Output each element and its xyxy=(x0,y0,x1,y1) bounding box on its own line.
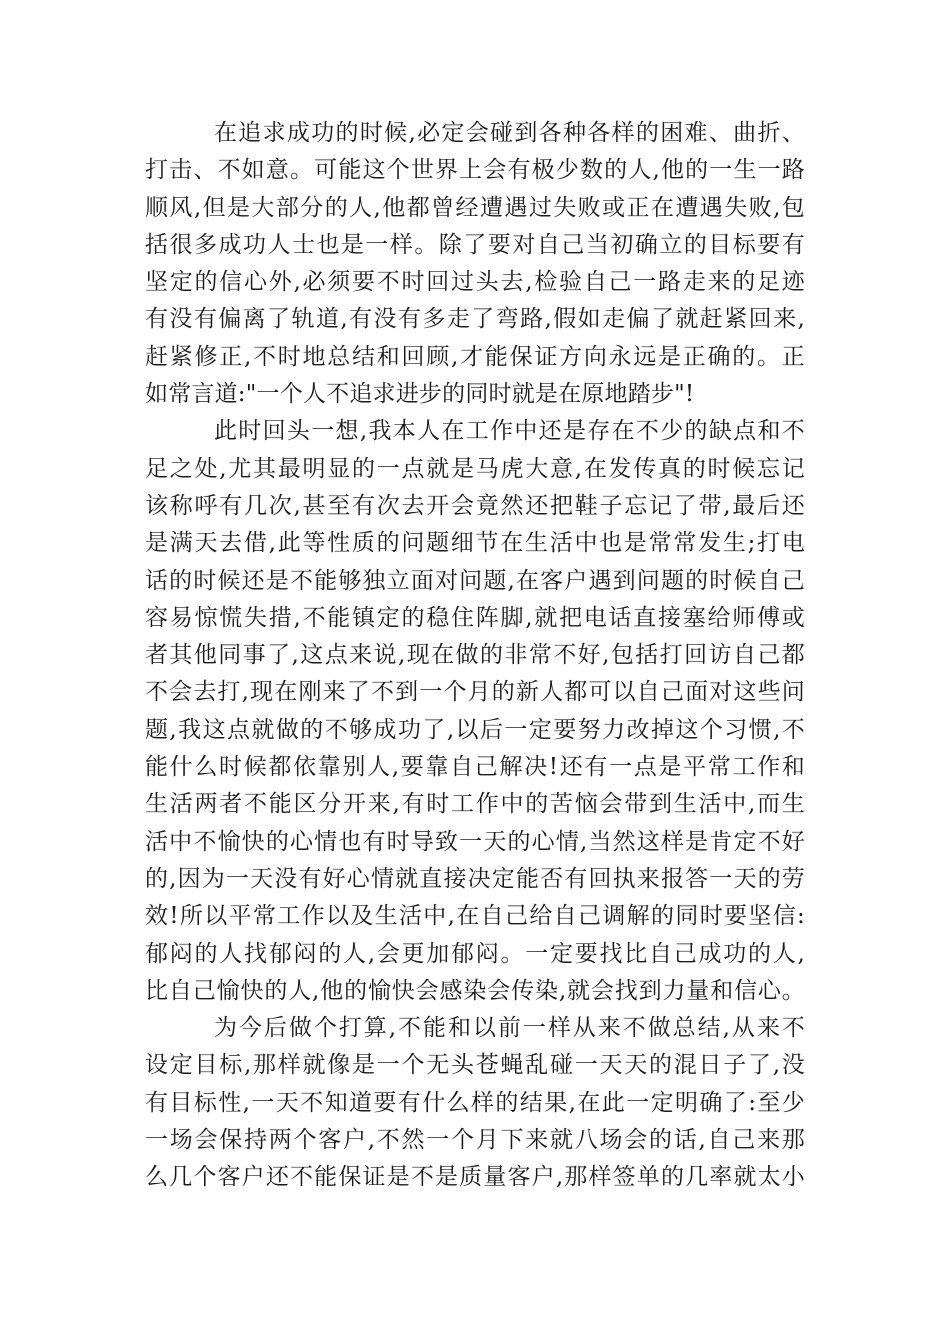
text-line: 不会去打,现在刚来了不到一个月的新人都可以自己面对这些问 xyxy=(145,679,805,706)
paragraph-3 xyxy=(145,1010,805,1196)
text-line: 打击、不如意。可能这个世界上会有极少数的人,他的一生一路 xyxy=(145,157,805,184)
body-text xyxy=(145,115,805,1197)
text-line: 话的时候还是不能够独立面对问题,在客户遇到问题的时候自己 xyxy=(145,567,805,594)
paragraph-1 xyxy=(145,115,805,413)
text-line: 有没有偏离了轨道,有没有多走了弯路,假如走偏了就赶紧回来, xyxy=(145,306,805,333)
text-line: 为今后做个打算,不能和以前一样从来不做总结,从来不 xyxy=(214,1015,805,1042)
paragraph-2 xyxy=(145,413,805,1010)
text-line: 者其他同事了,这点来说,现在做的非常不好,包括打回访自己都 xyxy=(145,642,805,669)
text-line: 赶紧修正,不时地总结和回顾,才能保证方向永远是正确的。正 xyxy=(145,343,805,370)
text-line: 么几个客户还不能保证是不是质量客户,那样签单的几率就太小 xyxy=(145,1164,805,1191)
text-line: 生活两者不能区分开来,有时工作中的苦恼会带到生活中,而生 xyxy=(145,791,805,818)
text-line: 设定目标,那样就像是一个无头苍蝇乱碰一天天的混日子了,没 xyxy=(145,1052,805,1079)
text-line: 能什么时候都依靠别人,要靠自己解决!还有一点是平常工作和 xyxy=(145,754,805,781)
text-line: 是满天去借,此等性质的问题细节在生活中也是常常发生;打电 xyxy=(145,530,805,557)
text-line: 题,我这点就做的不够成功了,以后一定要努力改掉这个习惯,不 xyxy=(145,716,805,743)
text-line: 郁闷的人找郁闷的人,会更加郁闷。一定要找比自己成功的人, xyxy=(145,940,805,967)
text-line: 效!所以平常工作以及生活中,在自己给自己调解的同时要坚信: xyxy=(145,903,805,930)
text-line: 坚定的信心外,必须要不时回过头去,检验自己一路走来的足迹 xyxy=(145,269,805,296)
text-line: 顺风,但是大部分的人,他都曾经遭遇过失败或正在遭遇失败,包 xyxy=(145,194,805,221)
text-line: 括很多成功人士也是一样。除了要对自己当初确立的目标要有 xyxy=(145,231,805,258)
text-line: 如常言道:"一个人不追求进步的同时就是在原地踏步"! xyxy=(145,381,695,408)
text-line: 的,因为一天没有好心情就直接决定能否有回执来报答一天的劳 xyxy=(145,865,805,892)
text-line: 容易惊慌失措,不能镇定的稳住阵脚,就把电话直接塞给师傅或 xyxy=(145,604,805,631)
text-line: 足之处,尤其最明显的一点就是马虎大意,在发传真的时候忘记 xyxy=(145,455,805,482)
text-line: 在追求成功的时候,必定会碰到各种各样的困难、曲折、 xyxy=(214,120,805,146)
text-line: 该称呼有几次,甚至有次去开会竟然还把鞋子忘记了带,最后还 xyxy=(145,492,805,519)
text-line: 一场会保持两个客户,不然一个月下来就八场会的话,自己来那 xyxy=(145,1127,805,1154)
text-line: 有目标性,一天不知道要有什么样的结果,在此一定明确了:至少 xyxy=(145,1089,805,1116)
text-line: 活中不愉快的心情也有时导致一天的心情,当然这样是肯定不好 xyxy=(145,828,805,855)
text-line: 比自己愉快的人,他的愉快会感染会传染,就会找到力量和信心。 xyxy=(145,977,805,1004)
text-line: 此时回头一想,我本人在工作中还是存在不少的缺点和不 xyxy=(214,418,805,445)
